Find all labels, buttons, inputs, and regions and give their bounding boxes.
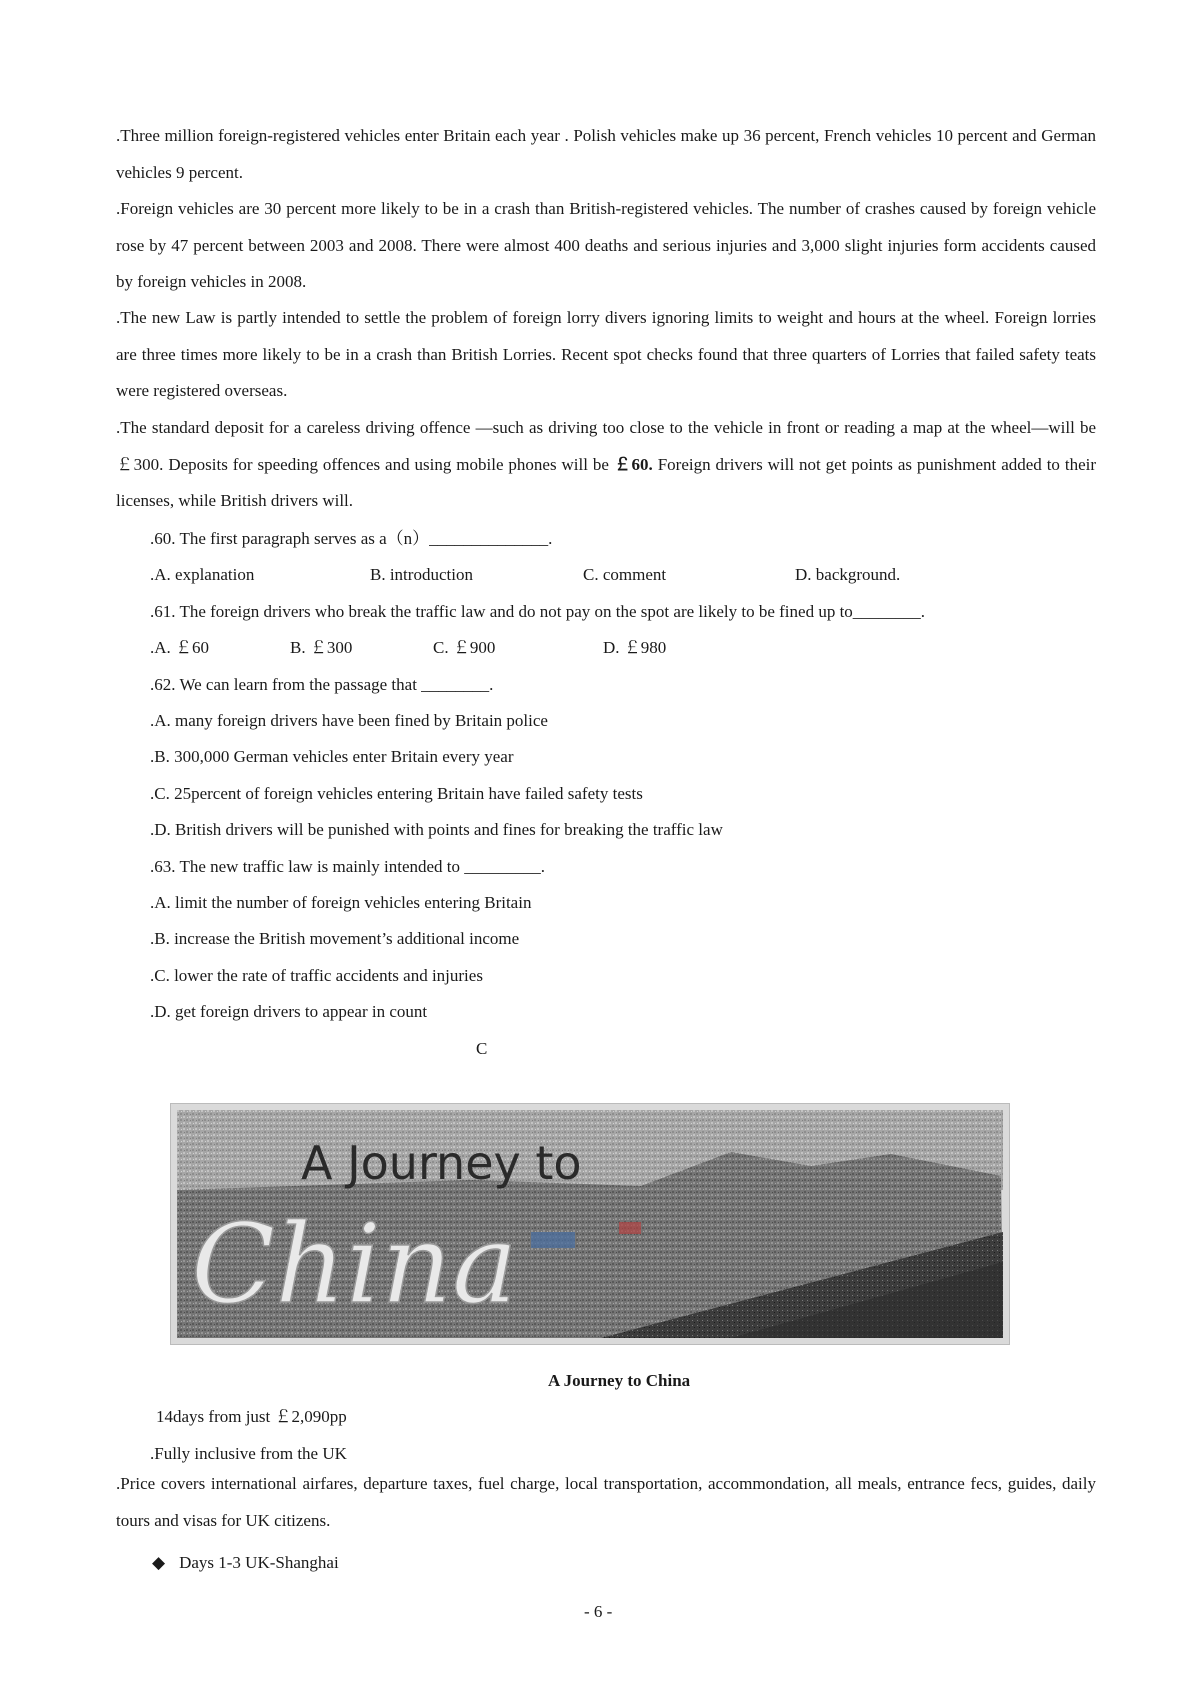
passage-paragraph-3: .The new Law is partly intended to settle the problem of foreign lorry divers ignoring limits to weight and hours at the wheel. Foreign lorries are three times more likely to be in a crash than British Lorries. Recent spot checks found that three quarters of Lorries that failed safety teats were registered overseas. xyxy=(116,308,1096,400)
question-62-stem: .62. We can learn from the passage that ________. xyxy=(150,675,494,694)
journey-banner-image xyxy=(170,1103,1010,1345)
question-61-option-c: C. ￡900 xyxy=(433,638,496,657)
paragraph-4-text-a: .The standard deposit for a careless driving offence —such as driving too close to the vehicle in front or reading a map at the wheel—will be ￡300. Deposits for speeding offences and using mobile phones will be xyxy=(116,418,1096,474)
ad-price-covers: .Price covers international airfares, departure taxes, fuel charge, local transportation, accommondation, all meals, entrance fecs, guides, daily tours and visas for UK citizens. xyxy=(116,1474,1096,1530)
question-62-option-a: .A. many foreign drivers have been fined by Britain police xyxy=(150,711,548,730)
question-63-option-a: .A. limit the number of foreign vehicles entering Britain xyxy=(150,893,532,912)
deposit-amount: ￡60. xyxy=(613,454,653,474)
question-63-option-d: .D. get foreign drivers to appear in count xyxy=(150,1002,428,1021)
question-62-option-d: .D. British drivers will be punished with points and fines for breaking the traffic law xyxy=(150,820,723,839)
question-62-option-c: .C. 25percent of foreign vehicles entering Britain have failed safety tests xyxy=(150,784,643,803)
passage-paragraph-4 xyxy=(116,410,1096,520)
question-63-stem: .63. The new traffic law is mainly intended to _________. xyxy=(150,857,546,876)
question-61-option-b: B. ￡300 xyxy=(290,638,353,657)
section-c-label: C xyxy=(476,1039,488,1058)
paragraph-4-text-b: Foreign drivers will not get points as punishment added to their licenses, while British drivers will. xyxy=(116,454,1097,510)
question-61-stem: .61. The foreign drivers who break the traffic law and do not pay on the spot are likely to be fined up to________. xyxy=(150,602,926,621)
itinerary-days: Days 1-3 UK-Shanghai xyxy=(179,1553,339,1572)
passage-paragraph-1: .Three million foreign-registered vehicles enter Britain each year . Polish vehicles make up 36 percent, French vehicles 10 percent and German vehicles 9 percent. xyxy=(116,126,1096,182)
question-60-option-c: C. comment xyxy=(583,565,667,584)
banner-blue-spot xyxy=(531,1232,575,1248)
ad-title: A Journey to China xyxy=(548,1371,691,1390)
question-60-stem: .60. The first paragraph serves as a（n）______________. xyxy=(150,529,553,548)
question-62-option-b: .B. 300,000 German vehicles enter Britain every year xyxy=(150,747,514,766)
question-61-option-a: .A. ￡60 xyxy=(150,638,210,657)
question-60-option-a: .A. explanation xyxy=(150,565,255,584)
ad-price: 14days from just ￡2,090pp xyxy=(156,1407,347,1426)
question-63-option-c: .C. lower the rate of traffic accidents and injuries xyxy=(150,966,483,985)
question-60-option-b: B. introduction xyxy=(370,565,473,584)
passage-paragraph-2: .Foreign vehicles are 30 percent more likely to be in a crash than British-registered vehicles. The number of crashes caused by foreign vehicle rose by 47 percent between 2003 and 2008. There were almost 400 deaths and serious injuries and 3,000 slight injuries form accidents caused by foreign vehicles in 2008. xyxy=(116,199,1096,291)
bullet-diamond-icon: ◆ xyxy=(152,1553,166,1572)
banner-red-spot xyxy=(619,1222,641,1234)
itinerary-item xyxy=(152,1551,339,1575)
page-number: - 6 - xyxy=(584,1602,613,1621)
banner-title-line2: China xyxy=(191,1200,518,1328)
ad-inclusive: .Fully inclusive from the UK xyxy=(150,1444,347,1463)
question-63-option-b: .B. increase the British movement’s additional income xyxy=(150,929,520,948)
question-61-option-d: D. ￡980 xyxy=(603,638,667,657)
banner-title-line1: A Journey to xyxy=(301,1136,582,1190)
question-60-option-d: D. background. xyxy=(795,565,901,584)
